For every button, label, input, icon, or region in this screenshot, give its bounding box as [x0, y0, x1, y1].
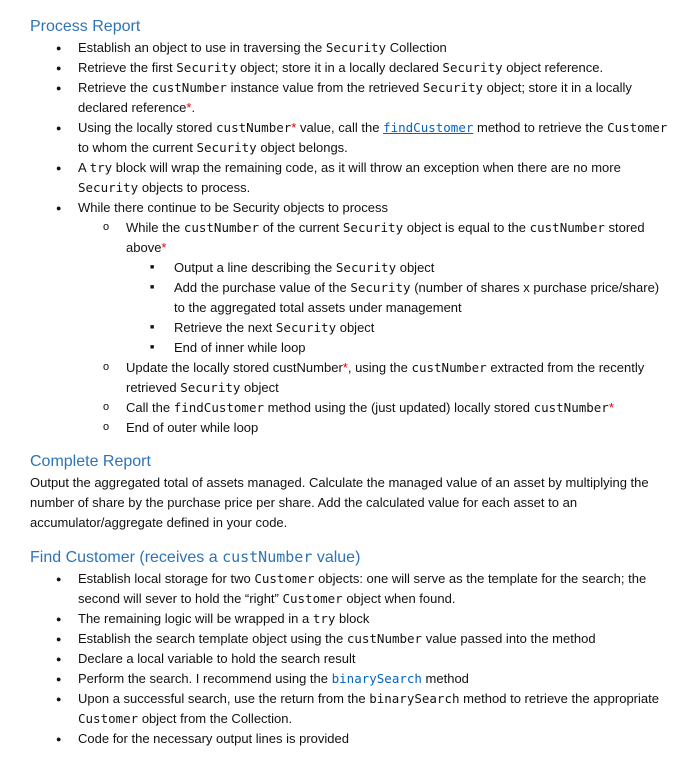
- list-item: ● While there continue to be Security objects to process o While the custNumber of the current Security object is equal to the custNumber stored above* ■ Output a line describing the Security object ■ Add the purchase value of the Security (number of shares x purchase price/share) to the aggregated total assets under management ■ Retrieve the next Security object ■ End of inner while loop o Update the locally stored custNumber*, using the custNumber extracted from the recently retrieved Security object o Call the findCustomer method using the (just updated) locally stored custNumber* o End of outer while loop: [30, 198, 670, 438]
- list-item: ● Using the locally stored custNumber* value, call the findCustomer method to retrieve the Customer to whom the current Security object belongs.: [30, 118, 670, 158]
- list-item: ● A try block will wrap the remaining code, as it will throw an exception when there are no more Security objects to process.: [30, 158, 670, 198]
- list-item: o Update the locally stored custNumber*, using the custNumber extracted from the recently retrieved Security object: [30, 358, 670, 398]
- list-item: o End of outer while loop: [30, 418, 670, 438]
- binary-search-code: binarySearch: [331, 671, 422, 686]
- list-item: ■ Retrieve the next Security object: [30, 318, 670, 338]
- outer-loop-list: [30, 218, 670, 438]
- complete-report-heading: Complete Report: [30, 453, 151, 470]
- list-item: ● Code for the necessary output lines is provided: [30, 729, 670, 749]
- list-item: ● Establish an object to use in traversing the Security Collection: [30, 38, 670, 58]
- process-report-list: [30, 38, 670, 438]
- list-item: ● Retrieve the custNumber instance value from the retrieved Security object; store it in a locally declared reference*.: [30, 78, 670, 118]
- list-item: ■ Add the purchase value of the Security (number of shares x purchase price/share) to the aggregated total assets under management: [30, 278, 670, 318]
- complete-report-body: Output the aggregated total of assets managed. Calculate the managed value of an asset by multiplying the number of share by the purchase price per share. Add the calculated value for each asset to an accumulator/aggregate defined in your code.: [30, 475, 649, 530]
- find-customer-heading: Find Customer (receives a custNumber value): [30, 548, 361, 566]
- list-item: ● Establish local storage for two Customer objects: one will serve as the template for the search; the second will sever to hold the “right” Customer object when found.: [30, 569, 670, 609]
- list-item: o Call the findCustomer method using the (just updated) locally stored custNumber*: [30, 398, 670, 418]
- find-customer-list: [30, 569, 670, 749]
- list-item: ■ End of inner while loop: [30, 338, 670, 358]
- list-item: ● Retrieve the first Security object; store it in a locally declared Security object reference.: [30, 58, 670, 78]
- list-item: o While the custNumber of the current Security object is equal to the custNumber stored above* ■ Output a line describing the Security object ■ Add the purchase value of the Security (number of shares x purchase price/share) to the aggregated total assets under management ■ Retrieve the next Security object ■ End of inner while loop: [30, 218, 670, 358]
- process-report-heading: Process Report: [30, 18, 141, 35]
- inner-loop-list: [30, 258, 670, 358]
- list-item: ● Declare a local variable to hold the search result: [30, 649, 670, 669]
- list-item: ● The remaining logic will be wrapped in a try block: [30, 609, 670, 629]
- list-item: ■ Output a line describing the Security object: [30, 258, 670, 278]
- list-item: ● Establish the search template object using the custNumber value passed into the method: [30, 629, 670, 649]
- list-item: ● Upon a successful search, use the return from the binarySearch method to retrieve the appropriate Customer object from the Collection.: [30, 689, 670, 729]
- list-item: ● Perform the search. I recommend using the binarySearch method: [30, 669, 670, 689]
- find-customer-link[interactable]: findCustomer: [383, 120, 474, 135]
